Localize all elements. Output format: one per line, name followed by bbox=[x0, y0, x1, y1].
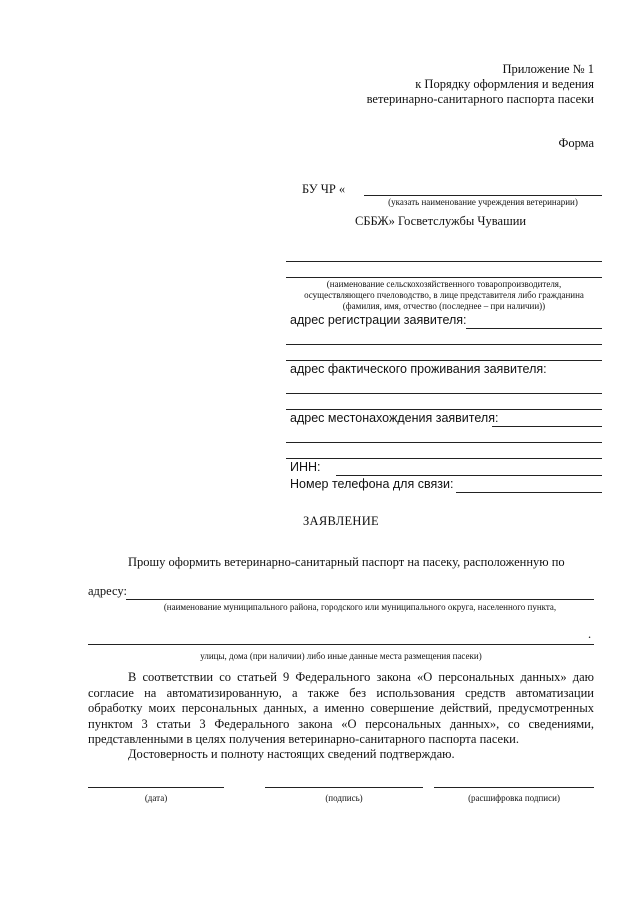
inn-label: ИНН: bbox=[290, 460, 321, 474]
pasture-address-line-2[interactable] bbox=[88, 644, 594, 645]
signature-decode-hint: (расшифровка подписи) bbox=[468, 793, 560, 803]
pasture-address-line-1[interactable] bbox=[126, 599, 594, 600]
reg-address-line-3[interactable] bbox=[286, 360, 602, 361]
applicant-line-1[interactable] bbox=[286, 261, 602, 262]
appendix-title: ветеринарно-санитарного паспорта пасеки bbox=[366, 92, 594, 106]
phone-label: Номер телефона для связи: bbox=[290, 477, 454, 491]
reg-address-line-2[interactable] bbox=[286, 344, 602, 345]
appendix-number: Приложение № 1 bbox=[502, 62, 594, 76]
location-address-label: адрес местонахождения заявителя: bbox=[290, 411, 499, 425]
applicant-hint-1: (наименование сельскохозяйственного товаропроизводителя, bbox=[326, 279, 562, 289]
inn-line[interactable] bbox=[336, 475, 602, 476]
location-address-line-1[interactable] bbox=[492, 426, 602, 427]
consent-paragraph: В соответствии со статьей 9 Федерального закона «О персональных данных» даю согласие на автоматизированную, а также без использования средств автоматизации обработку моих персональных данных, а именно совершение действий, предусмотренных пунктом 3 статьи 3 Федерального закона «О персональных данных», со сведениями, представленными в целях получения ветеринарно-санитарного паспорта пасеки. bbox=[88, 670, 594, 746]
address-period: . bbox=[588, 627, 592, 641]
reg-address-label: адрес регистрации заявителя: bbox=[290, 313, 467, 327]
applicant-line-2[interactable] bbox=[286, 277, 602, 278]
applicant-hint-2: осуществляющего пчеловодство, в лице представителя либо гражданина bbox=[304, 290, 584, 300]
actual-address-line-1[interactable] bbox=[286, 393, 602, 394]
applicant-hint-3: (фамилия, имя, отчество (последнее – при наличии)) bbox=[342, 301, 546, 311]
actual-address-line-2[interactable] bbox=[286, 409, 602, 410]
signature-hint: (подпись) bbox=[325, 793, 363, 803]
signature-decode-line[interactable] bbox=[434, 787, 594, 788]
form-label: Форма bbox=[558, 136, 594, 150]
institution-hint: (указать наименование учреждения ветеринарии) bbox=[388, 197, 578, 207]
address-hint-1: (наименование муниципального района, городского или муниципального округа, населенного пункта, bbox=[163, 602, 557, 612]
appendix-ref: к Порядку оформления и ведения bbox=[415, 77, 594, 91]
statement-title: ЗАЯВЛЕНИЕ bbox=[303, 514, 379, 528]
date-line[interactable] bbox=[88, 787, 224, 788]
institution-prefix: БУ ЧР « bbox=[302, 182, 346, 196]
request-line: Прошу оформить ветеринарно-санитарный паспорт на пасеку, расположенную по bbox=[128, 555, 565, 569]
institution-suffix: СББЖ» Госветслужбы Чувашии bbox=[355, 214, 527, 228]
institution-line[interactable] bbox=[364, 195, 602, 196]
location-address-line-2[interactable] bbox=[286, 442, 602, 443]
confirm-line: Достоверность и полноту настоящих сведений подтверждаю. bbox=[128, 747, 455, 761]
location-address-line-3[interactable] bbox=[286, 458, 602, 459]
reg-address-line-1[interactable] bbox=[466, 328, 602, 329]
date-hint: (дата) bbox=[144, 793, 168, 803]
signature-line[interactable] bbox=[265, 787, 423, 788]
address-label: адресу: bbox=[88, 584, 127, 598]
actual-address-label: адрес фактического проживания заявителя: bbox=[290, 362, 547, 376]
phone-line[interactable] bbox=[456, 492, 602, 493]
address-hint-2: улицы, дома (при наличии) либо иные данные места размещения пасеки) bbox=[200, 651, 482, 661]
